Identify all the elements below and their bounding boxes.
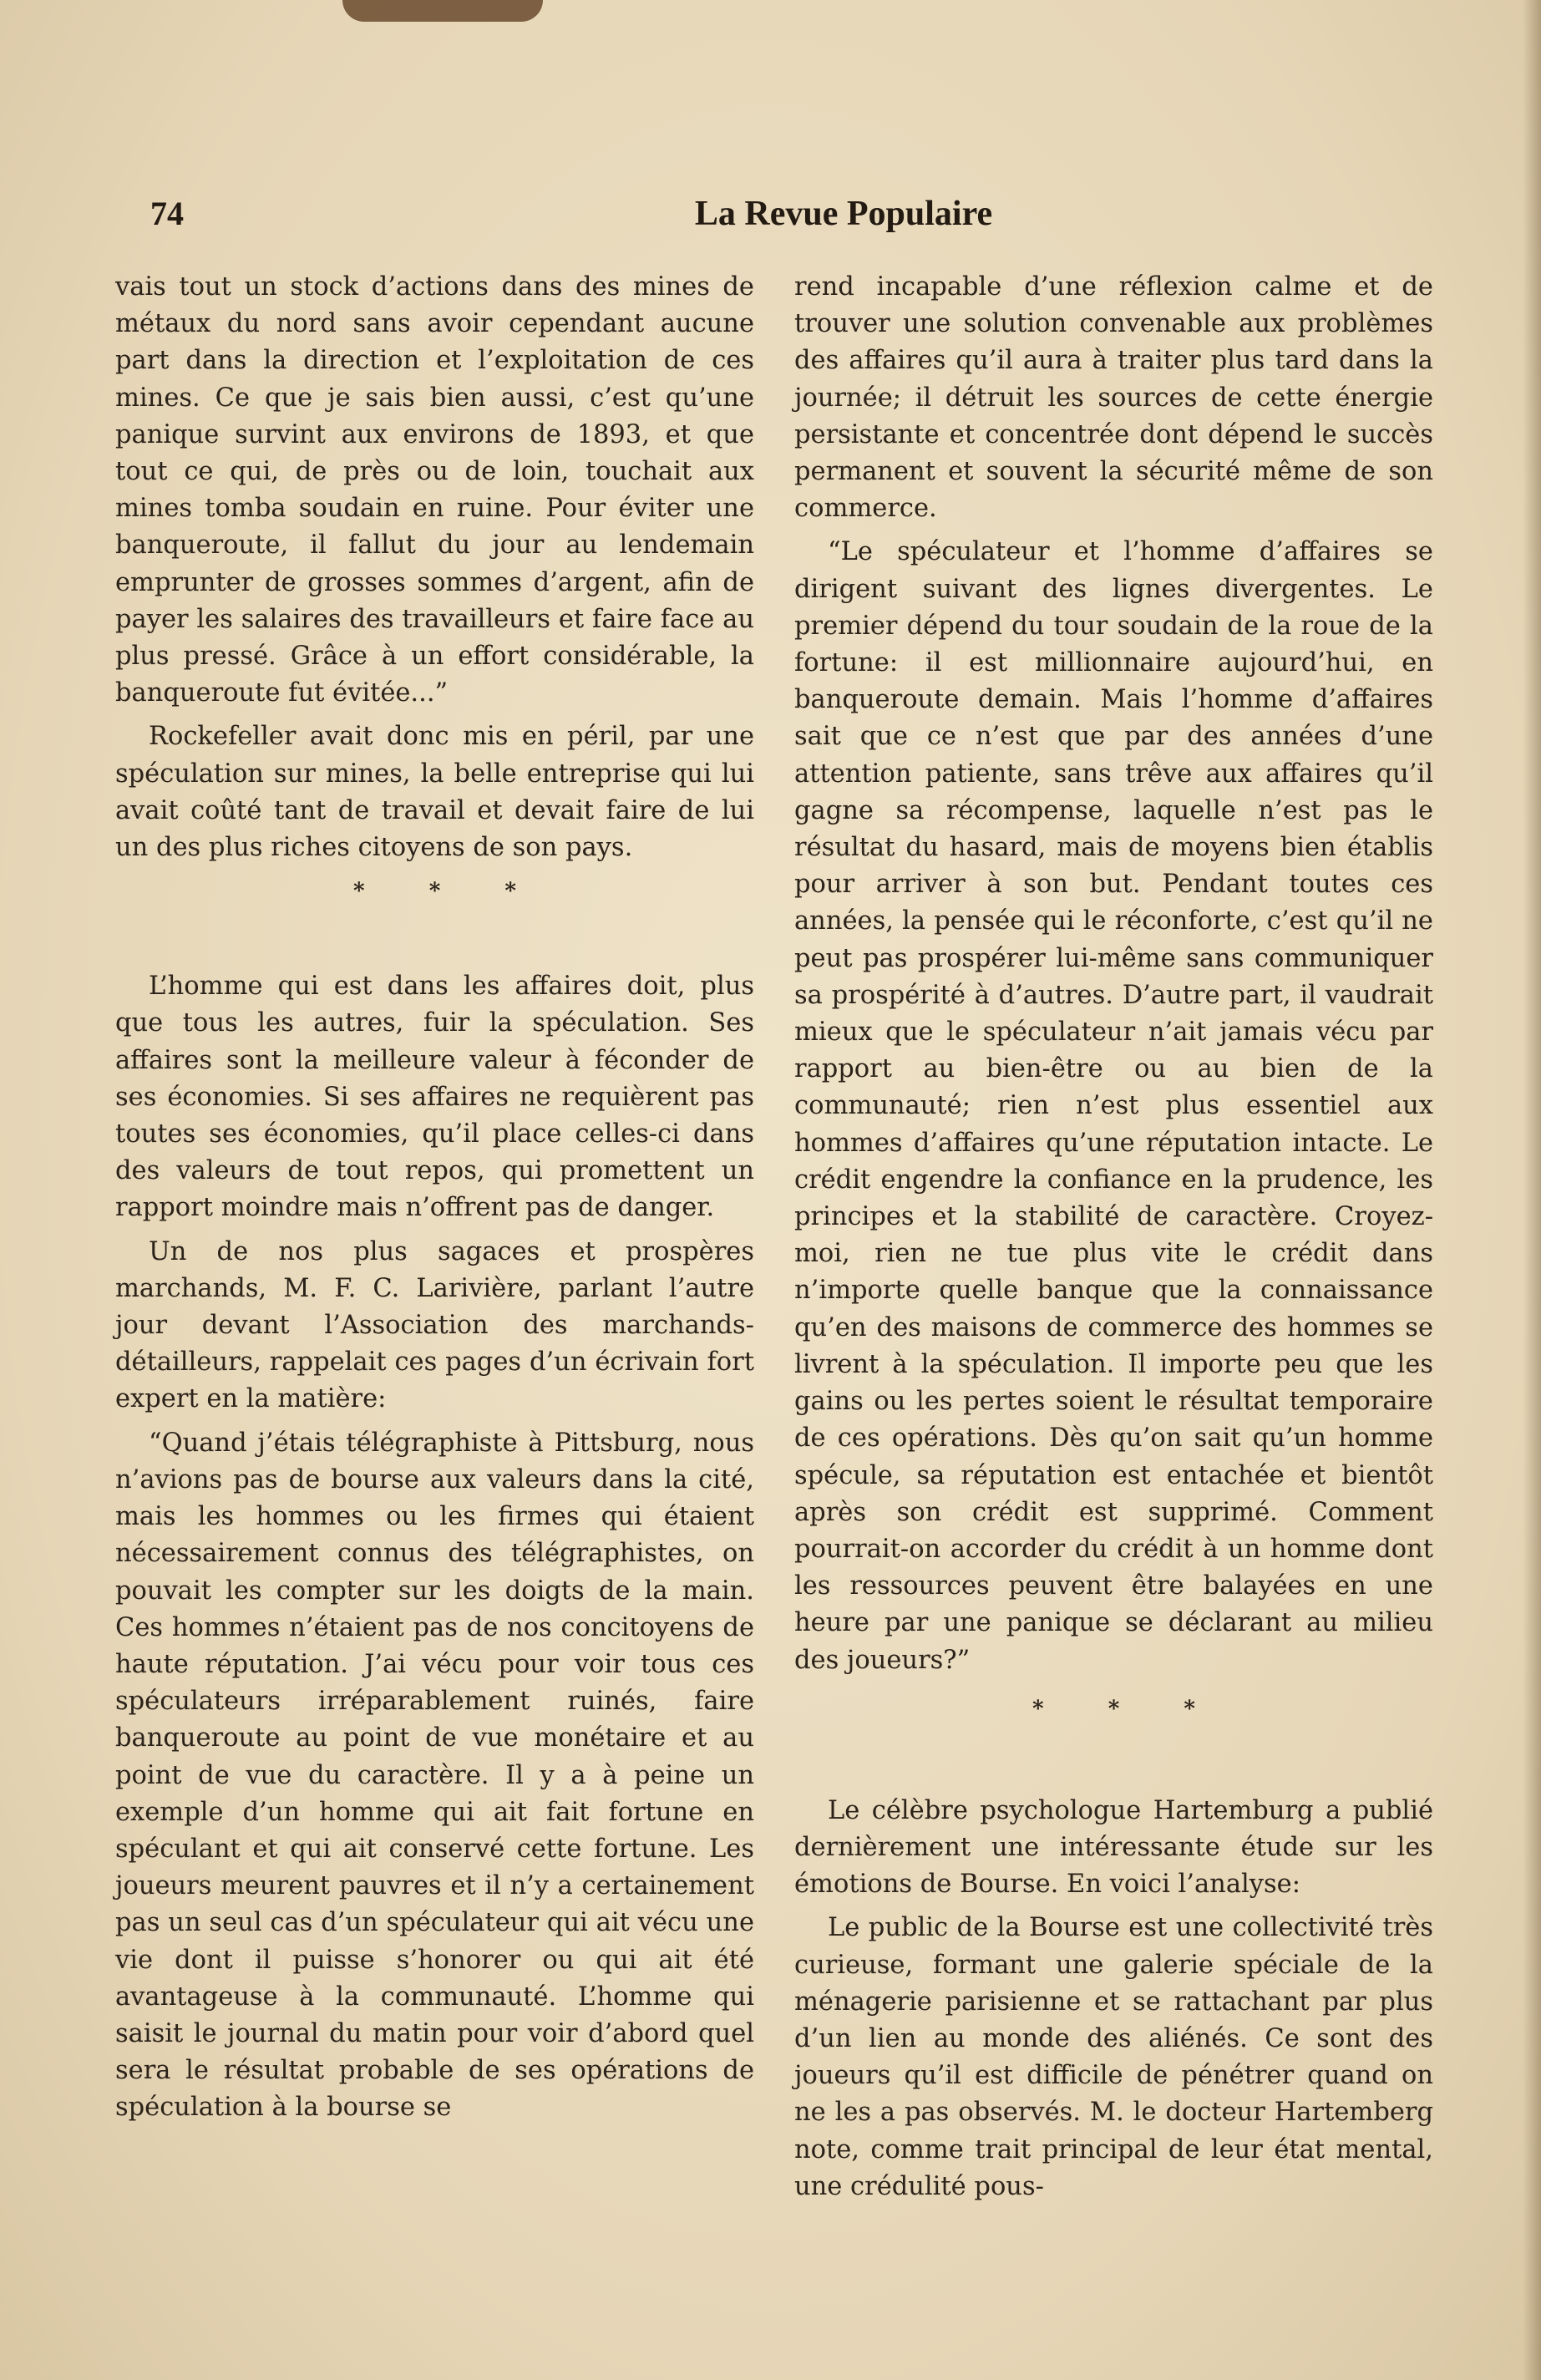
page-header — [150, 194, 1437, 244]
paragraph: “Quand j’étais télégraphiste à Pittsburg, nous n’avions pas de bourse aux valeurs dans la cité, mais les hommes ou les firmes qui étaient nécessairement connus des télégraphistes, on pouvait les compter sur les doigts de la main. Ces hommes n’étaient pas de nos concitoyens de haute réputation. J’ai vécu pour voir tous ces spéculateurs irréparablement ruinés, faire banqueroute au point de vue monétaire et au point de vue du caractère. Il y a à peine un exemple d’un homme qui ait fait fortune en spéculant et qui ait conservé cette fortune. Les joueurs meurent pauvres et il n’y a certainement pas un seul cas d’un spéculateur qui ait vécu une vie dont il puisse s’honorer ou qui ait été avantageuse à la communauté. L’homme qui saisit le journal du matin pour voir d’abord quel sera le résultat probable de ses opérations de spéculation à la bourse se — [115, 1428, 754, 2123]
page-number: 74 — [150, 195, 184, 232]
paragraph: Le célèbre psychologue Hartemburg a publié dernièrement une intéressante étude sur les émotions de Bourse. En voici l’analyse: — [794, 1795, 1433, 1900]
paragraph: rend incapable d’une réflexion calme et de trouver une solution convenable aux problèmes des affaires qu’il aura à traiter plus tard dans la journée; il détruit les sources de cette énergie persistante et concentrée dont dépend le succès permanent et souvent la sécurité même de son commerce. — [794, 272, 1433, 524]
running-title: La Revue Populaire — [694, 195, 993, 233]
paragraph: Un de nos plus sagaces et prospères marchands, M. F. C. Larivière, parlant l’autre jour devant l’Association des marchands-détailleurs, rappelait ces pages d’un écrivain fort expert en la matière: — [115, 1236, 754, 1414]
paragraph: Rockefeller avait donc mis en péril, par une spéculation sur mines, la belle entreprise qui lui avait coûté tant de travail et devait faire de lui un des plus riches citoyens de son pays. — [115, 722, 754, 863]
paragraph: Le public de la Bourse est une collectivité très curieuse, formant une galerie spéciale de la ménagerie parisienne et se rattachant par plus d’un lien au monde des aliénés. Ce sont des joueurs qu’il est difficile de pénétrer quand on ne les a pas observés. M. le docteur Hartemberg note, comme trait principal de leur état mental, une crédulité pous- — [794, 1913, 1433, 2201]
paragraph: “Le spéculateur et l’homme d’affaires se dirigent suivant des lignes divergentes. Le premier dépend du tour soudain de la roue de la fortune: il est millionnaire aujourd’hui, en banqueroute demain. Mais l’homme d’affaires sait que ce n’est que par des années d’une attention patiente, sans trêve aux affaires qu’il gagne sa récompense, laquelle n’est pas le résultat du hasard, mais de moyens bien établis pour arriver à son but. Pendant toutes ces années, la pensée qui le réconforte, c’est qu’il ne peut pas prospérer lui-même sans communiquer sa prospérité à d’autres. D’autre part, il vaudrait mieux que le spéculateur n’ait jamais vécu par rapport au bien-être ou au bien de la communauté; rien n’est plus essentiel aux hommes d’affaires qu’une réputation intacte. Le crédit engendre la confiance en la prudence, les principes et la stabilité de caractère. Croyez-moi, rien ne tue plus vite le crédit dans n’importe quelle banque que la connaissance qu’en des maisons de commerce des hommes se livrent à la spéculation. Il importe peu que les gains ou les pertes soient le résultat temporaire de ces opérations. Dès qu’on sait qu’un homme spécule, sa réputation est entachée et bientôt après son crédit est supprimé. Comment pourrait-on accorder du crédit à un homme dont les ressources peuvent être balayées en une heure par une panique se déclarant au milieu des joueurs?” — [794, 537, 1433, 1675]
binding-stain — [342, 0, 543, 22]
paragraph: L’homme qui est dans les affaires doit, plus que tous les autres, fuir la spéculation. Ses affaires sont la meilleure valeur à féconder de ses économies. Si ses affaires ne requièrent pas toutes ses économies, qu’il place celles-ci dans des valeurs de tout repos, qui promettent un rapport moindre mais n’offrent pas de danger. — [115, 972, 754, 1223]
right-column — [794, 269, 1433, 2205]
page-edge-shadow — [1523, 0, 1541, 2380]
left-column — [115, 269, 754, 2127]
section-separator: * * * — [1032, 1696, 1224, 1722]
paragraph: vais tout un stock d’actions dans des mines de métaux du nord sans avoir cependant aucune part dans la direction et l’exploitation de ces mines. Ce que je sais bien aussi, c’est qu’une panique survint aux environs de 1893, et que tout ce qui, de près ou de loin, touchait aux mines tomba soudain en ruine. Pour éviter une banqueroute, il fallut du jour au lendemain emprunter de grosses sommes d’argent, afin de payer les salaires des travailleurs et faire face au plus pressé. Grâce à un effort considérable, la banqueroute fut évitée...” — [115, 272, 754, 708]
section-separator: * * * — [353, 879, 545, 905]
